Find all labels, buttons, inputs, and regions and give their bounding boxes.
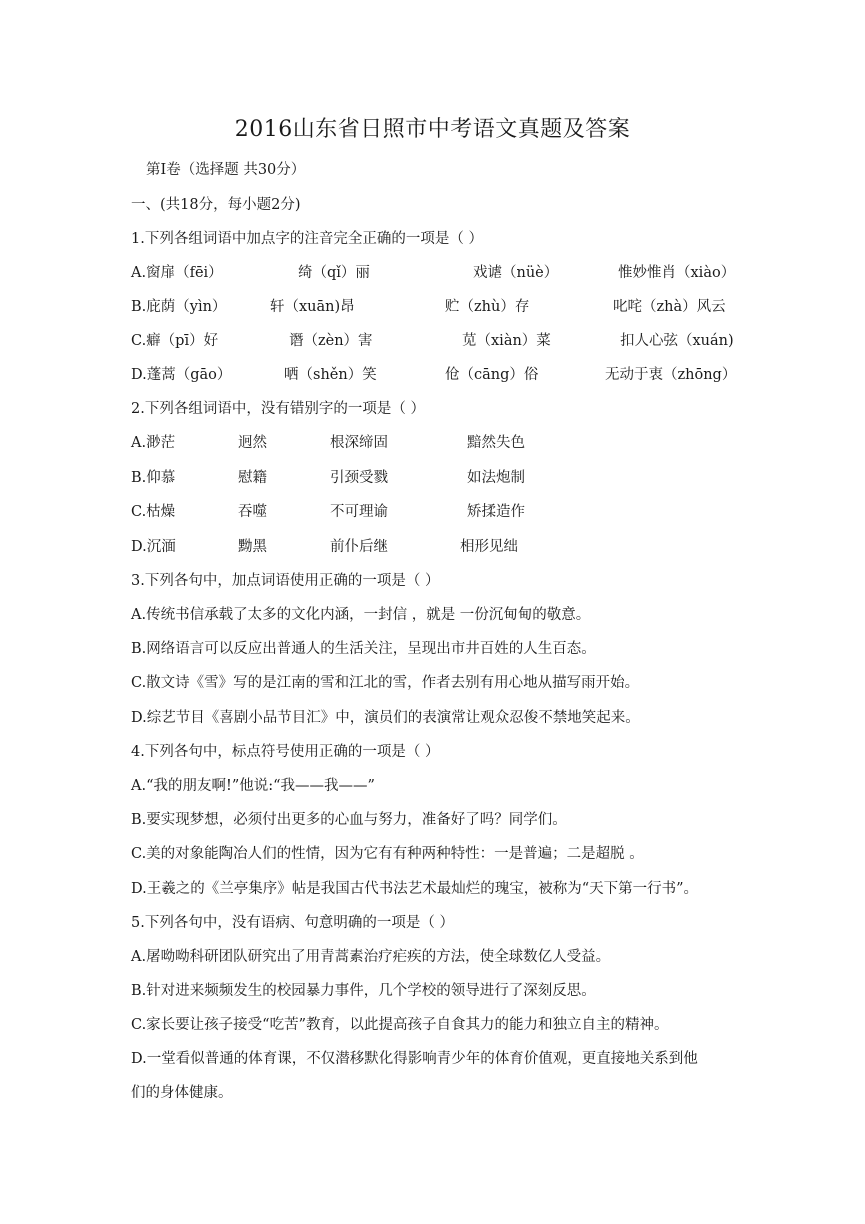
question-1-option-c — [131, 329, 741, 351]
question-4-option-b: B.要实现梦想，必须付出更多的心血与努力，准备好了吗？同学们。 — [131, 812, 567, 828]
option-cell: 根深缔固 — [330, 435, 388, 451]
option-cell: 叱咤（zhà）风云 — [613, 299, 726, 315]
question-1-stem: 1.下列各组词语中加点字的注音完全正确的一项是（ ） — [131, 231, 483, 247]
question-2-option-b — [131, 466, 741, 488]
option-cell: 引颈受戮 — [330, 470, 388, 486]
question-5-option-b: B.针对进来频频发生的校园暴力事件，几个学校的领导进行了深刻反思。 — [131, 983, 596, 999]
question-4-stem: 4.下列各句中，标点符号使用正确的一项是（ ） — [131, 744, 440, 760]
option-cell: 戏谑（nüè） — [473, 265, 559, 281]
question-1-option-b — [131, 295, 741, 317]
option-cell: 谮（zèn）害 — [289, 333, 373, 349]
question-1-option-d — [131, 363, 741, 385]
option-cell: 苋（xiàn）菜 — [462, 333, 551, 349]
option-cell: A.窗扉（fēi） — [131, 265, 223, 281]
question-2-stem: 2.下列各组词语中，没有错别字的一项是（ ） — [131, 401, 425, 417]
section1-header: 一、(共18分，每小题2分) — [131, 197, 301, 213]
option-cell: 前仆后继 — [330, 539, 388, 555]
option-cell: 绮（qǐ）丽 — [298, 265, 370, 281]
option-cell: 矫揉造作 — [467, 504, 525, 520]
option-cell: 不可理谕 — [330, 504, 388, 520]
option-cell: 伧（cāng）俗 — [445, 367, 539, 383]
question-2-option-d — [131, 535, 741, 557]
option-cell: D.蓬蒿（gāo） — [131, 367, 232, 383]
option-cell: 吞噬 — [238, 504, 267, 520]
option-cell: 哂（shěn）笑 — [284, 367, 377, 383]
question-5-stem: 5.下列各句中，没有语病、句意明确的一项是（ ） — [131, 915, 454, 931]
option-cell: 贮（zhù）存 — [445, 299, 530, 315]
option-cell: 扣人心弦（xuán) — [620, 333, 734, 349]
question-4-option-a: A.“我的朋友啊!”他说:“我——我——” — [131, 778, 375, 794]
option-cell: B.庇荫（yìn） — [131, 299, 227, 315]
option-cell: B.仰慕 — [131, 470, 176, 486]
option-cell: A.渺茫 — [131, 435, 176, 451]
question-5-option-d-continued: 们的身体健康。 — [131, 1085, 233, 1101]
question-4-option-d: D.王羲之的《兰亭集序》帖是我国古代书法艺术最灿烂的瑰宝，被称为“天下第一行书”。 — [131, 881, 699, 897]
question-2-option-c — [131, 500, 741, 522]
option-cell: 惟妙惟肖（xiào） — [618, 265, 736, 281]
question-3-option-a: A.传统书信承载了太多的文化内涵，一封信 ，就是 一份沉甸甸的敬意。 — [131, 607, 591, 623]
part1-header: 第Ⅰ卷（选择题 共30分） — [146, 162, 306, 178]
option-cell: 无动于衷（zhōng） — [605, 367, 737, 383]
option-cell: 黝黑 — [238, 539, 267, 555]
option-cell: 慰籍 — [238, 470, 267, 486]
question-3-option-d: D.综艺节目《喜剧小品节目汇》中，演员们的表演常让观众忍俊不禁地笑起来。 — [131, 710, 640, 726]
question-4-option-c: C.美的对象能陶冶人们的性情，因为它有有种两种特性：一是普遍；二是超脱 。 — [131, 846, 644, 862]
question-3-stem: 3.下列各句中，加点词语使用正确的一项是（ ） — [131, 573, 440, 589]
document-title: 2016山东省日照市中考语文真题及答案 — [234, 117, 631, 142]
option-cell: C.枯燥 — [131, 504, 176, 520]
question-5-option-a: A.屠呦呦科研团队研究出了用青蒿素治疗疟疾的方法，使全球数亿人受益。 — [131, 949, 611, 965]
option-cell: 如法炮制 — [467, 470, 525, 486]
question-2-option-a — [131, 431, 741, 453]
question-5-option-c: C.家长要让孩子接受“吃苦”教育，以此提高孩子自食其力的能力和独立自主的精神。 — [131, 1017, 669, 1033]
option-cell: 相形见绌 — [460, 539, 518, 555]
option-cell: 轩（xuān)昂 — [270, 299, 355, 315]
question-1-option-a — [131, 261, 741, 283]
question-5-option-d: D.一堂看似普通的体育课，不仅潜移默化得影响青少年的体育价值观，更直接地关系到他 — [131, 1051, 698, 1067]
option-cell: C.癖（pī）好 — [131, 333, 219, 349]
question-3-option-b: B.网络语言可以反应出普通人的生活关注，呈现出市井百姓的人生百态。 — [131, 641, 596, 657]
option-cell: D.沉湎 — [131, 539, 176, 555]
option-cell: 黯然失色 — [467, 435, 525, 451]
option-cell: 迥然 — [238, 435, 267, 451]
question-3-option-c: C.散文诗《雪》写的是江南的雪和江北的雪，作者去别有用心地从描写雨开始。 — [131, 675, 640, 691]
